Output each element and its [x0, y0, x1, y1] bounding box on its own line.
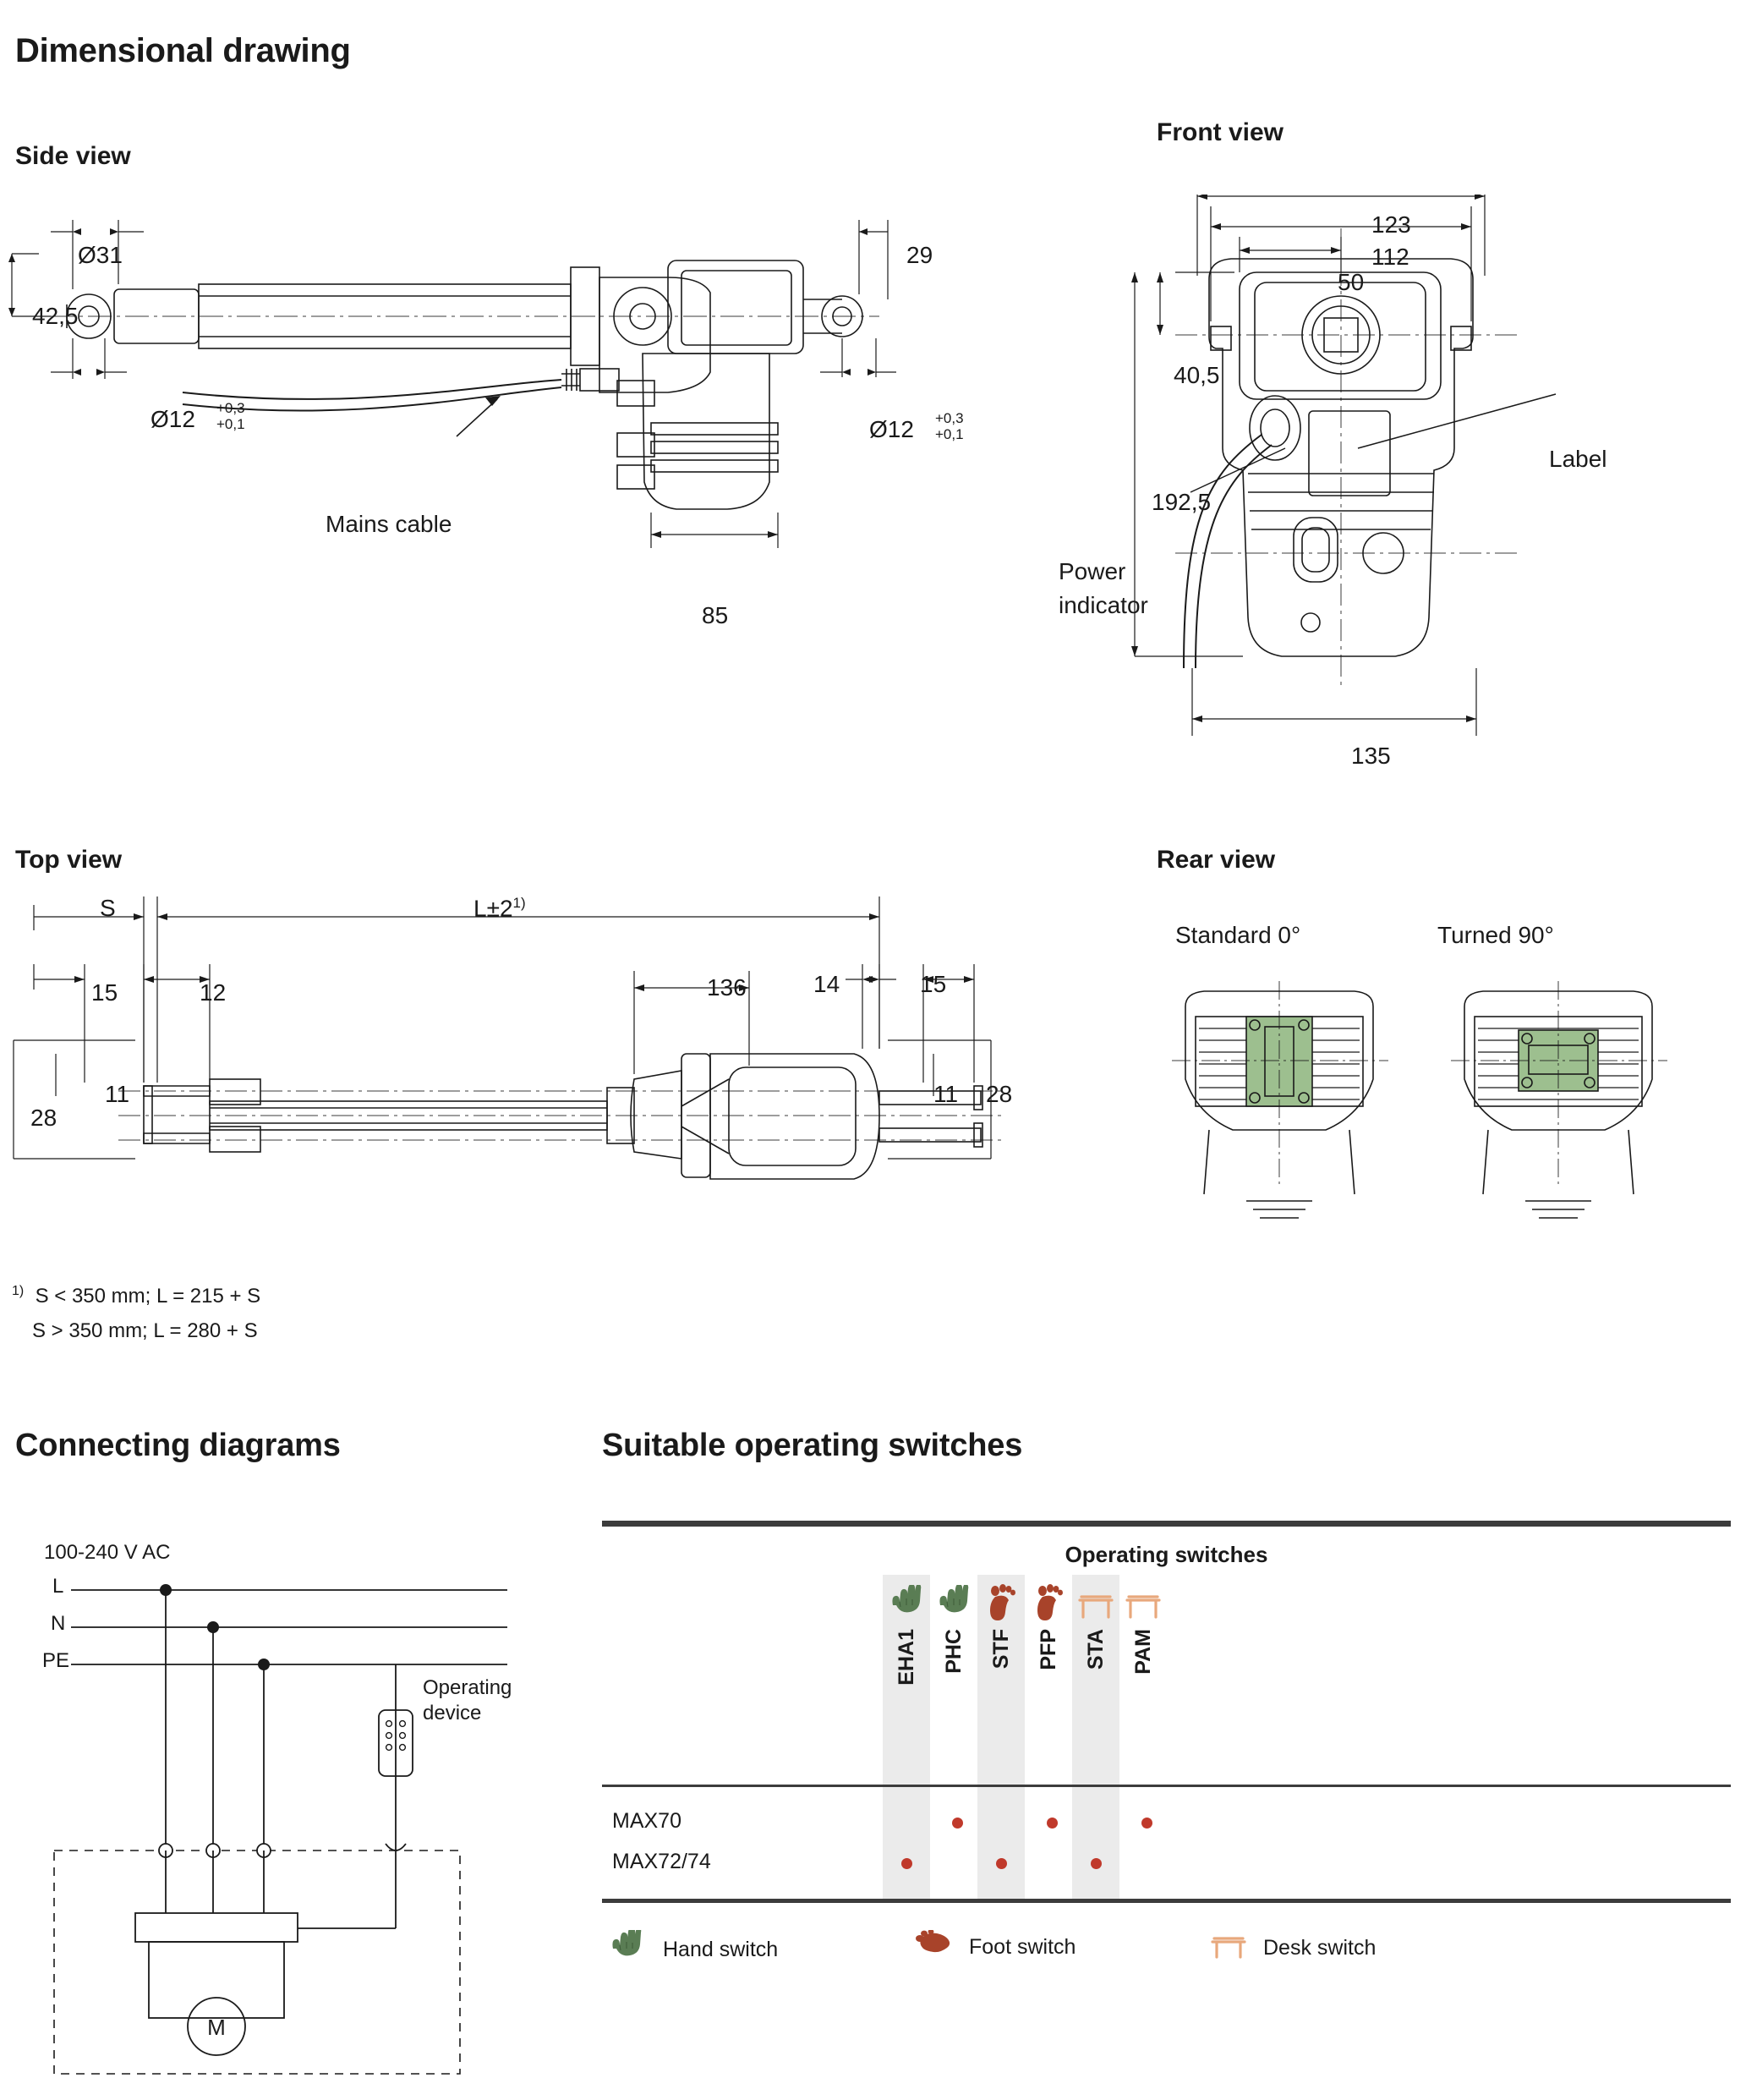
- side-view-title: Side view: [15, 142, 131, 170]
- legend-hand-switch: [609, 1930, 778, 1970]
- power-indicator-callout-line2: indicator: [1059, 592, 1148, 618]
- dim-d12-right: Ø12: [869, 416, 914, 442]
- column-label-stf: STF: [988, 1629, 1013, 1670]
- dim-29: 29: [906, 242, 933, 268]
- column-eha1: [883, 1575, 930, 1785]
- top-view-title: Top view: [15, 846, 123, 874]
- column-pfp: [1025, 1575, 1072, 1785]
- legend-label-desk-switch: Desk switch: [1263, 1936, 1377, 1960]
- mark-max72-74-sta: [1091, 1858, 1102, 1869]
- desk-switch-icon: [1119, 1575, 1167, 1622]
- phase-l-label: L: [52, 1575, 64, 1598]
- dim-s: S: [100, 895, 116, 921]
- voltage-label: 100-240 V AC: [44, 1541, 171, 1564]
- operating-switches-table: [602, 1521, 1731, 1996]
- column-label-phc: PHC: [941, 1629, 966, 1674]
- top-view-drawing: [0, 880, 1015, 1277]
- column-label-sta: STA: [1083, 1629, 1108, 1670]
- mark-max72-74-eha1: [901, 1858, 912, 1869]
- row-band-sta: [1072, 1787, 1119, 1899]
- row-band-eha1: [883, 1787, 930, 1899]
- motor-symbol-text: M: [207, 2015, 226, 2040]
- rear-view-drawing: [1158, 973, 1716, 1226]
- switch-legend: [602, 1903, 1731, 1996]
- suitable-switches-title: Suitable operating switches: [602, 1428, 1023, 1463]
- mains-cable-label: Mains cable: [326, 511, 452, 537]
- column-stf: [977, 1575, 1025, 1785]
- dim-l: $L\pm 2^{1)}$: [473, 895, 526, 922]
- dim-d12-left-tol-upper: +0,3: [216, 400, 245, 416]
- mark-max70-pfp: [1047, 1818, 1058, 1829]
- dim-15-right: 15: [920, 971, 947, 997]
- foot-switch-icon: [915, 1930, 954, 1965]
- hand-switch-icon: [930, 1575, 977, 1622]
- row-band-stf: [977, 1787, 1025, 1899]
- column-sta: [1072, 1575, 1119, 1785]
- rear-view-title: Rear view: [1157, 846, 1276, 874]
- top-view-note-2: S > 350 mm; L = 280 + S: [32, 1319, 258, 1342]
- hand-switch-icon: [609, 1930, 648, 1970]
- dim-192-5: 192,5: [1152, 489, 1212, 515]
- mark-max72-74-stf: [996, 1858, 1007, 1869]
- dim-d12-right-tol-lower: +0,1: [935, 426, 964, 442]
- dim-50: 50: [1338, 269, 1365, 295]
- connecting-diagram-drawing: [0, 1556, 558, 2081]
- switch-rows: [602, 1787, 1731, 1899]
- column-phc: [930, 1575, 977, 1785]
- foot-switch-icon: [977, 1575, 1025, 1622]
- column-label-pfp: PFP: [1036, 1629, 1060, 1670]
- dim-d12-left-tol-lower: +0,1: [216, 416, 245, 432]
- table-row-max70-label: MAX70: [612, 1809, 681, 1833]
- legend-label-foot-switch: Foot switch: [969, 1935, 1076, 1959]
- dim-136: 136: [707, 974, 747, 1001]
- power-indicator-callout-line1: Power: [1059, 558, 1126, 584]
- dim-123: 123: [1371, 211, 1411, 238]
- top-view-note-1: $^{1)}$ S < 350 mm; L = 215 + S: [12, 1284, 261, 1308]
- operating-device-label-2: device: [423, 1702, 482, 1724]
- label-callout: Label: [1549, 446, 1607, 472]
- phase-n-label: N: [51, 1612, 66, 1635]
- phase-pe-label: PE: [42, 1649, 70, 1672]
- dim-42-5: 42,5: [32, 303, 79, 329]
- dim-85: 85: [702, 602, 729, 628]
- rear-turned-label: Turned 90°: [1437, 922, 1554, 948]
- dim-40-5: 40,5: [1174, 362, 1220, 388]
- page-title: Dimensional drawing: [15, 32, 351, 69]
- dim-112: 112: [1371, 244, 1409, 270]
- front-view-title: Front view: [1157, 118, 1284, 146]
- dim-135: 135: [1351, 743, 1391, 769]
- desk-switch-icon: [1209, 1930, 1248, 1966]
- rear-standard-label: Standard 0°: [1175, 922, 1301, 948]
- dim-11-right: 11: [933, 1081, 959, 1107]
- legend-desk-switch: [1209, 1930, 1376, 1966]
- dim-11-left: 11: [105, 1081, 130, 1107]
- dim-28-right: 28: [986, 1081, 1013, 1107]
- table-row-max72-74-label: MAX72/74: [612, 1850, 711, 1873]
- mark-max70-pam: [1141, 1818, 1152, 1829]
- dim-15-left: 15: [91, 979, 118, 1006]
- column-pam: [1119, 1575, 1167, 1785]
- column-label-pam: PAM: [1130, 1629, 1155, 1675]
- column-label-eha1: EHA1: [894, 1629, 918, 1686]
- legend-foot-switch: [915, 1930, 1076, 1965]
- foot-switch-icon: [1025, 1575, 1072, 1622]
- dim-12: 12: [200, 979, 227, 1006]
- desk-switch-icon: [1072, 1575, 1119, 1622]
- operating-switches-header: Operating switches: [1065, 1542, 1268, 1567]
- dim-d12-left: Ø12: [151, 406, 195, 432]
- mark-max70-phc: [952, 1818, 963, 1829]
- dim-14: 14: [813, 971, 840, 997]
- dim-28-left: 28: [30, 1105, 57, 1131]
- dim-d12-right-tol-upper: +0,3: [935, 410, 964, 426]
- table-top-rule: [602, 1521, 1731, 1527]
- legend-label-hand-switch: Hand switch: [663, 1938, 779, 1961]
- dim-d31: Ø31: [78, 242, 123, 268]
- operating-device-label-1: Operating: [423, 1676, 512, 1699]
- hand-switch-icon: [883, 1575, 930, 1622]
- connecting-diagrams-title: Connecting diagrams: [15, 1428, 341, 1463]
- switch-columns: [602, 1575, 1731, 1785]
